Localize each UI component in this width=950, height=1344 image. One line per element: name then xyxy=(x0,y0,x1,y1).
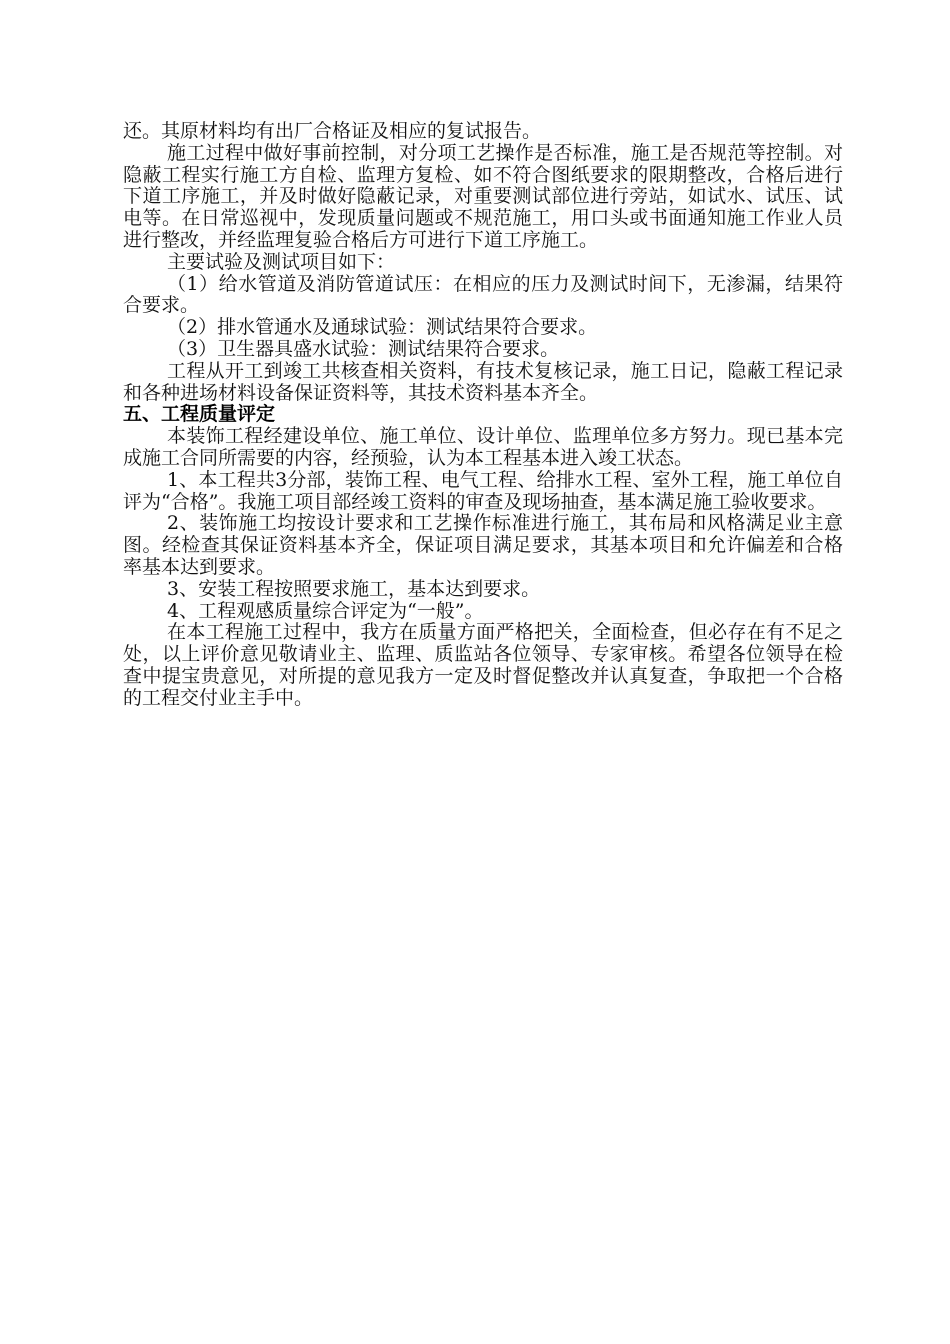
paragraph: 工程从开工到竣工共核查相关资料，有技术复核记录，施工日记，隐蔽工程记录和各种进场材料设备保证资料等，其技术资料基本齐全。 xyxy=(123,359,843,404)
list-item: （3）卫生器具盛水试验：测试结果符合要求。 xyxy=(167,337,560,360)
paragraph: 还。其原材料均有出厂合格证及相应的复试报告。 xyxy=(123,120,542,142)
list-item: 1、本工程共3分部，装饰工程、电气工程、给排水工程、室外工程，施工单位自评为“合格”。我施工项目部经竣工资料的审查及现场抽查，基本满足施工验收要求。 xyxy=(123,468,843,513)
document-body xyxy=(123,121,843,710)
paragraph: 在本工程施工过程中，我方在质量方面严格把关，全面检查，但必存在有不足之处，以上评价意见敬请业主、监理、质监站各位领导、专家审核。希望各位领导在检查中提宝贵意见，对所提的意见我方一定及时督促整改并认真复查，争取把一个合格的工程交付业主手中。 xyxy=(123,621,843,709)
list-item: （1）给水管道及消防管道试压：在相应的压力及测试时间下，无渗漏，结果符合要求。 xyxy=(123,272,843,317)
section-heading: 五、工程质量评定 xyxy=(123,403,276,426)
list-item: 2、装饰施工均按设计要求和工艺操作标准进行施工，其布局和风格满足业主意图。经检查其保证资料基本齐全，保证项目满足要求，其基本项目和允许偏差和合格率基本达到要求。 xyxy=(123,512,843,578)
paragraph: 本装饰工程经建设单位、施工单位、设计单位、监理单位多方努力。现已基本完成施工合同所需要的内容，经预验，认为本工程基本进入竣工状态。 xyxy=(123,425,843,469)
list-item: （2）排水管通水及通球试验：测试结果符合要求。 xyxy=(167,316,598,339)
paragraph: 施工过程中做好事前控制，对分项工艺操作是否标准，施工是否规范等控制。对隐蔽工程实行施工方自检、监理方复检、如不符合图纸要求的限期整改，合格后进行下道工序施工，并及时做好隐蔽记录，对重要测试部位进行旁站，如试水、试压、试电等。在日常巡视中，发现质量问题或不规范施工，用口头或书面通知施工作业人员进行整改，并经监理复验合格后方可进行下道工序施工。 xyxy=(123,141,843,251)
paragraph: 主要试验及测试项目如下： xyxy=(167,250,396,273)
list-item: 4、工程观感质量综合评定为“一般”。 xyxy=(167,599,484,622)
list-item: 3、安装工程按照要求施工，基本达到要求。 xyxy=(167,577,541,600)
